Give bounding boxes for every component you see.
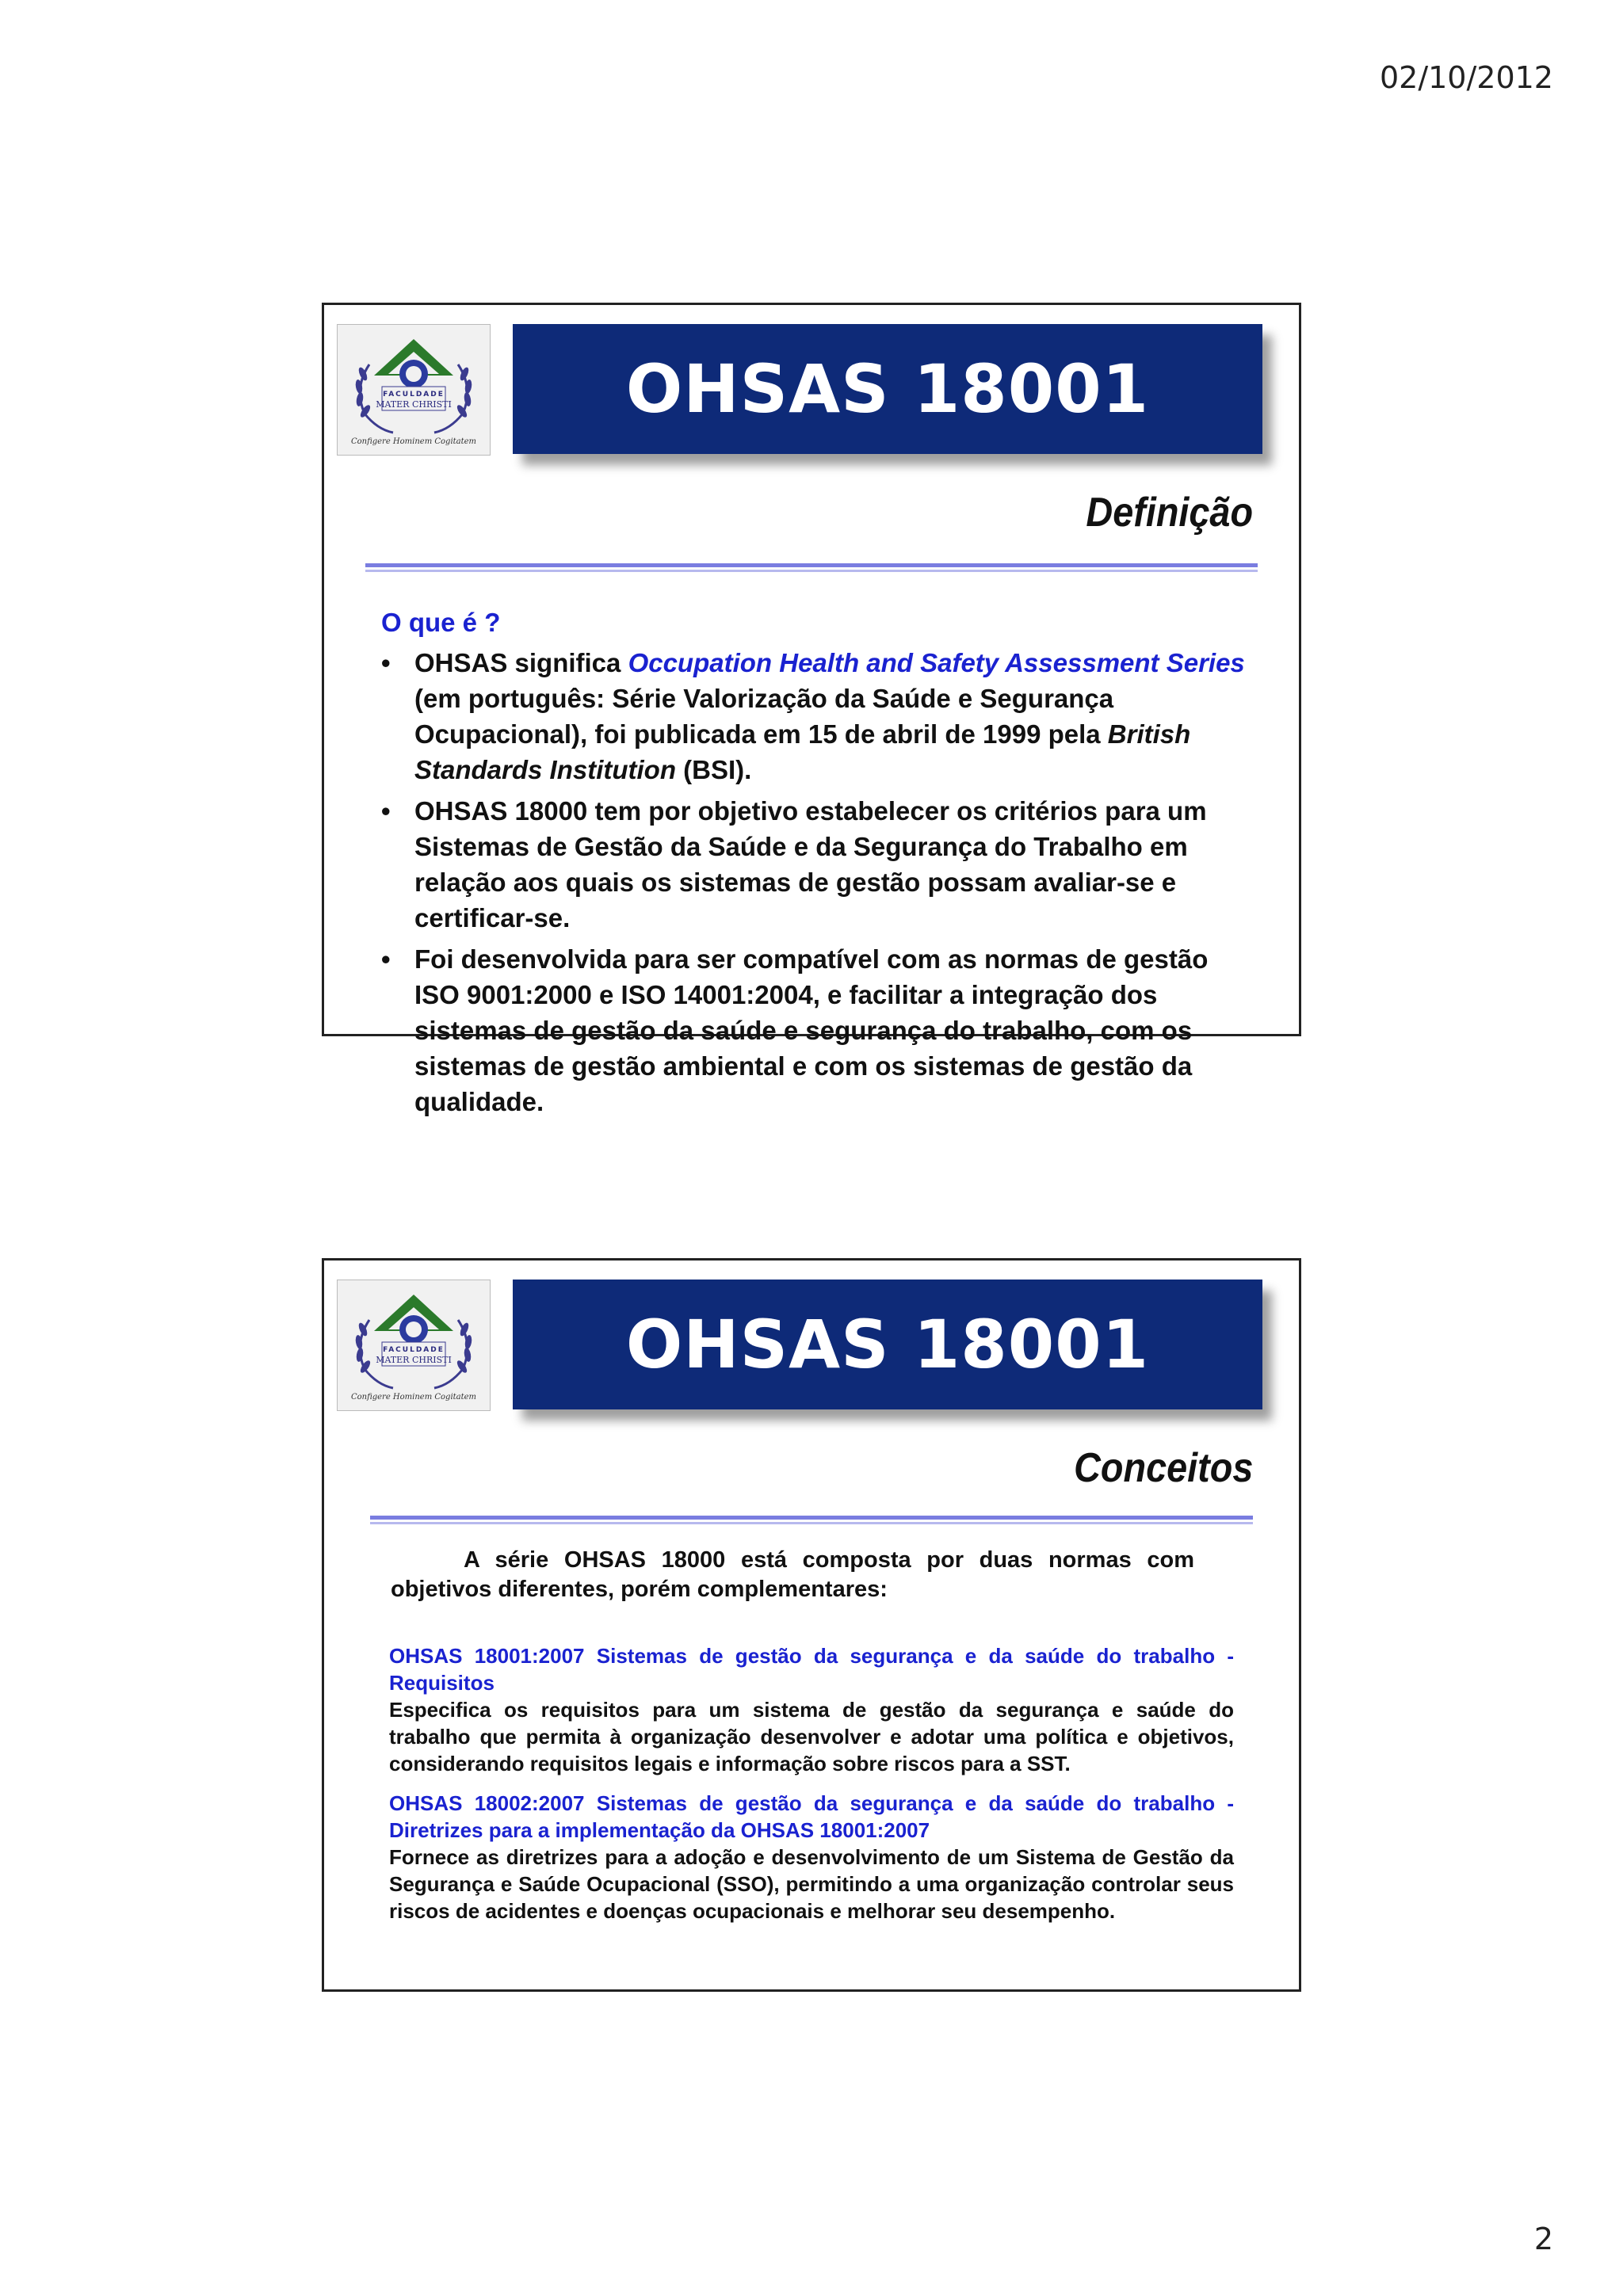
slide-subtitle: Definição (1086, 490, 1253, 536)
slide-title-bar (513, 324, 1262, 454)
bullet-text: Foi desenvolvida para ser compatível com as normas de gestão ISO 9001:2000 e ISO 14001:2004, e facilitar a integração dos sistemas de gestão da saúde e segurança do trabalho, com os sistemas de gestão ambiental e com os sistemas de gestão da qualidade. (414, 944, 1209, 1116)
bullet-text-part: (em português: Série Valorização da Saúde e Segurança Ocupacional), foi publicada em 15 de abril de 1999 pela (414, 684, 1114, 749)
slide-definicao (322, 303, 1301, 1116)
faculty-logo (337, 1280, 491, 1411)
norm-description: Fornece as diretrizes para a adoção e desenvolvimento de um Sistema de Gestão da Segurança e Saúde Ocupacional (SSO), permitindo a uma organização controlar seus riscos de acidentes e doenças ocupacionais e melhorar seu desempenho. (389, 1845, 1234, 1923)
divider-line (365, 563, 1258, 573)
bullet-text-italic: British Standards Institution (414, 719, 1191, 784)
bullet-text-emphasis: Occupation Health and Safety Assessment Series (628, 648, 1245, 677)
slide-subtitle: Conceitos (1073, 1445, 1253, 1491)
logo-text-mater: MATER CHRISTI (376, 399, 452, 410)
bullet-item (381, 941, 1253, 1119)
norm-title: OHSAS 18002:2007 Sistemas de gestão da segurança e da saúde do trabalho - Diretrizes para a implementação da OHSAS 18001:2007 (389, 1791, 1234, 1842)
faculty-logo (337, 324, 491, 456)
norm-description: Especifica os requisitos para um sistema de gestão da segurança e saúde do trabalho que permita à organização desenvolver e adotar uma política e objetivos, considerando requisitos legais e informação sobre riscos para a SST. (389, 1698, 1234, 1775)
slide-conceitos (322, 1258, 1301, 1992)
norm-block (389, 1790, 1234, 1924)
bullet-icon: • (381, 944, 391, 974)
norm-title: OHSAS 18001:2007 Sistemas de gestão da segurança e da saúde do trabalho - Requisitos (389, 1644, 1234, 1695)
slide-title: OHSAS 18001 (625, 350, 1150, 428)
norm-block (389, 1642, 1234, 1777)
question-heading: O que é ? (381, 608, 501, 637)
page-date: 02/10/2012 (1379, 60, 1553, 95)
bullet-icon: • (381, 648, 391, 677)
bullet-list (381, 645, 1253, 1119)
slide-title-bar (513, 1280, 1262, 1409)
bullet-text-part: (BSI). (676, 755, 752, 784)
intro-paragraph: A série OHSAS 18000 está composta por duas normas com objetivos diferentes, porém complementares: (391, 1547, 1194, 1602)
bullet-item (381, 793, 1253, 936)
logo-motto: Configere Hominem Cogitatem (350, 1393, 477, 1402)
bullet-text-part: OHSAS significa (414, 648, 628, 677)
bullet-item (381, 645, 1253, 788)
bullet-text: OHSAS 18000 tem por objetivo estabelecer os critérios para um Sistemas de Gestão da Saúde e da Segurança do Trabalho em relação aos quais os sistemas de gestão possam avaliar-se e certificar-se. (414, 796, 1207, 933)
slide-body (381, 605, 1253, 1125)
bullet-icon: • (381, 796, 391, 826)
slide-title: OHSAS 18001 (625, 1306, 1150, 1383)
logo-motto: Configere Hominem Cogitatem (350, 437, 477, 446)
page-number: 2 (1533, 2222, 1553, 2256)
logo-text-faculdade: FACULDADE (383, 391, 445, 399)
divider-line (370, 1516, 1253, 1525)
logo-text-faculdade: FACULDADE (383, 1346, 445, 1354)
logo-text-mater: MATER CHRISTI (376, 1355, 452, 1365)
